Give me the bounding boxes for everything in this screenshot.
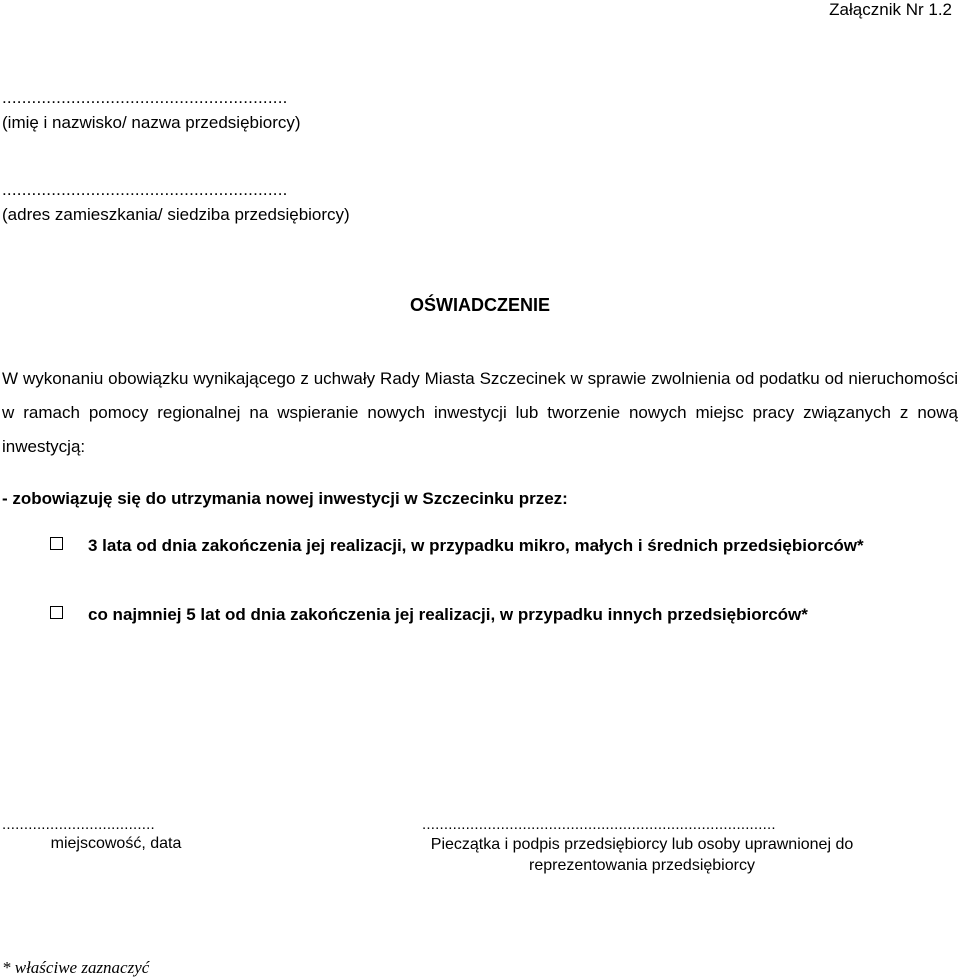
footnote: * właściwe zaznaczyć [2,958,150,977]
option-label: co najmniej 5 lat od dnia zakończenia jej realizacji, w przypadku innych przedsiębiorców* [88,605,808,624]
checkbox-icon[interactable] [50,537,63,550]
checkbox-icon[interactable] [50,606,63,619]
place-date-label: miejscowość, data [50,835,182,852]
name-caption: (imię i nazwisko/ nazwa przedsiębiorcy) [2,113,301,132]
signature-dotted-line: ................................................................................. [422,816,776,833]
document-title: OŚWIADCZENIE [409,295,550,315]
signature-label: Pieczątka i podpis przedsiębiorcy lub osoby uprawnionej do reprezentowania przedsiębiorcy [430,836,854,874]
address-caption: (adres zamieszkania/ siedziba przedsiębiorcy) [2,205,350,224]
name-dotted-line: .......................................................... [2,88,288,107]
commitment-statement: - zobowiązuję się do utrzymania nowej inwestycji w Szczecinku przez: [2,489,568,508]
place-date-dotted-line: ................................... [2,816,155,833]
declaration-paragraph: W wykonaniu obowiązku wynikającego z uchwały Rady Miasta Szczecinek w sprawie zwolnienia od podatku od nieruchomości w ramach pomocy regionalnej na wspieranie nowych inwestycji lub tworzenie nowych miejsc pracy związanych z nową inwestycją: [2,369,958,456]
annex-label: Załącznik Nr 1.2 [829,0,952,19]
option-label: 3 lata od dnia zakończenia jej realizacji, w przypadku mikro, małych i średnich przedsiębiorców* [88,536,864,555]
address-dotted-line: .......................................................... [2,180,288,199]
